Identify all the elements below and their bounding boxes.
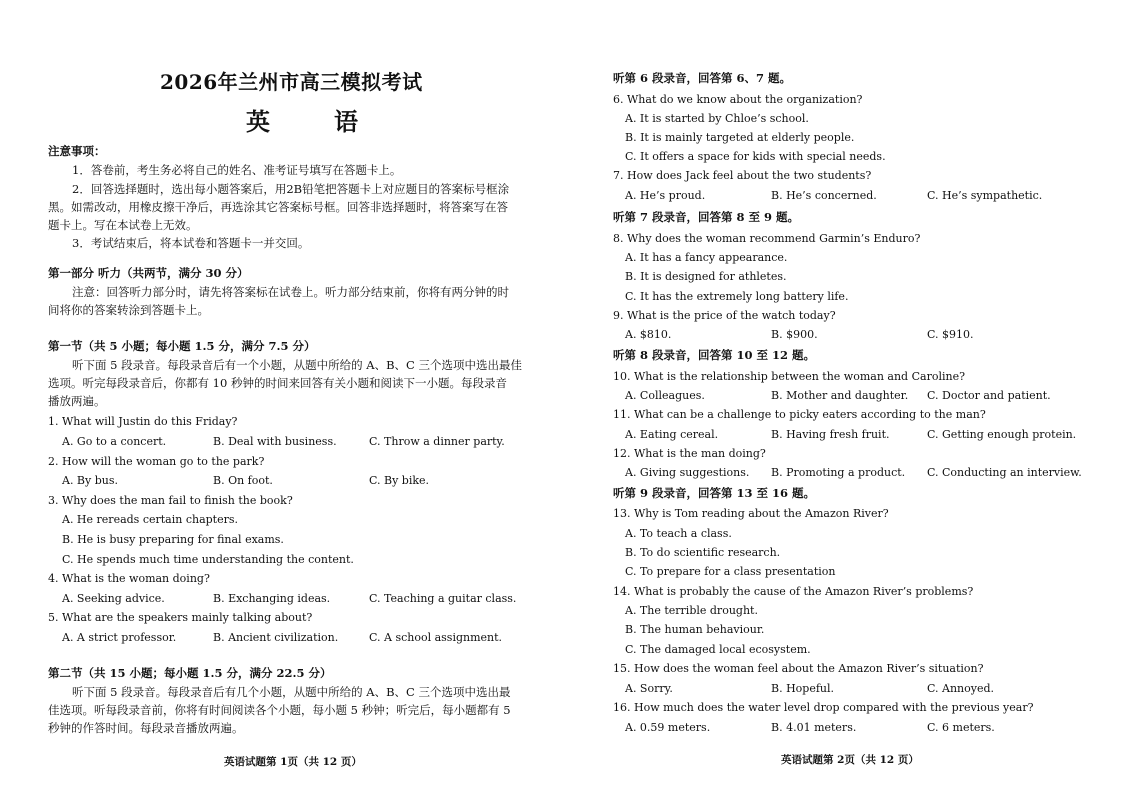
option-a: A. A strict professor. (62, 631, 177, 644)
option-b: B. It is mainly targeted at elderly people. (625, 131, 855, 144)
option-c: C. He’s sympathetic. (927, 189, 1043, 202)
option-c: C. $910. (927, 328, 974, 341)
option-c: C. Throw a dinner party. (369, 435, 505, 448)
option-b: B. Exchanging ideas. (213, 592, 331, 605)
option-a: A. He’s proud. (625, 189, 706, 202)
option-a: A. Giving suggestions. (625, 466, 750, 479)
question-stem: 15. How does the woman feel about the Amazon River’s situation? (613, 662, 984, 675)
question-stem: 14. What is probably the cause of the Amazon River’s problems? (613, 585, 974, 598)
page-footer: 英语试题第 2页（共 12 页） (781, 754, 919, 766)
option-b: B. He’s concerned. (771, 189, 877, 202)
option-c: C. Getting enough protein. (927, 428, 1077, 441)
notice-heading: 注意事项： (48, 144, 106, 158)
option-a: A. 0.59 meters. (625, 721, 711, 734)
question-stem: 16. How much does the water level drop compared with the previous year? (613, 701, 1034, 714)
option-a: A. To teach a class. (625, 527, 732, 540)
option-a: A. It has a fancy appearance. (625, 251, 788, 264)
option-a: A. By bus. (62, 474, 118, 487)
option-b: B. 4.01 meters. (771, 721, 857, 734)
section2-instruction: 听下面 5 段录音。每段录音后有几个小题，从题中所给的 A、B、C 三个选项中选出最 (72, 685, 511, 699)
option-b: B. Hopeful. (771, 682, 835, 695)
question-stem: 2. How will the woman go to the park? (48, 455, 265, 468)
option-a: A. Colleagues. (625, 389, 705, 402)
option-b: B. It is designed for athletes. (625, 270, 787, 283)
option-b: B. The human behaviour. (625, 623, 765, 636)
option-b: B. Mother and daughter. (771, 389, 909, 402)
question-stem: 5. What are the speakers mainly talking about? (48, 611, 313, 624)
question-stem: 13. Why is Tom reading about the Amazon River? (613, 507, 889, 520)
audio-intro: 听第 9 段录音，回答第 13 至 16 题。 (613, 486, 816, 500)
option-b: B. Promoting a product. (771, 466, 906, 479)
question-stem: 10. What is the relationship between the woman and Caroline? (613, 370, 965, 383)
option-b: B. Having fresh fruit. (771, 428, 890, 441)
option-b: B. $900. (771, 328, 818, 341)
part1-note: 间将你的答案转涂到答题卡上。 (48, 303, 209, 317)
question-stem: 8. Why does the woman recommend Garmin’s Enduro? (613, 232, 921, 245)
option-c: C. Annoyed. (927, 682, 995, 695)
question-stem: 7. How does Jack feel about the two students? (613, 169, 872, 182)
question-stem: 3. Why does the man fail to finish the book? (48, 494, 293, 507)
notice-line: 3．考试结束后，将本试卷和答题卡一并交回。 (72, 236, 310, 250)
option-b: B. To do scientific research. (625, 546, 781, 559)
option-a: A. The terrible drought. (625, 604, 758, 617)
option-a: A. Seeking advice. (62, 592, 165, 605)
subject-title: 英 语 (246, 107, 378, 136)
section2-instruction: 秒钟的作答时间。每段录音播放两遍。 (48, 721, 244, 735)
question-stem: 4. What is the woman doing? (48, 572, 210, 585)
option-c: C. 6 meters. (927, 721, 995, 734)
notice-line: 题卡上。写在本试卷上无效。 (48, 218, 198, 232)
audio-intro: 听第 8 段录音，回答第 10 至 12 题。 (613, 348, 816, 362)
section1-instruction: 播放两遍。 (48, 394, 106, 408)
section1-instruction: 听下面 5 段录音。每段录音后有一个小题，从题中所给的 A、B、C 三个选项中选出最佳 (72, 358, 522, 372)
part1-note: 注意：回答听力部分时，请先将答案标在试卷上。听力部分结束前，你将有两分钟的时 (72, 285, 509, 299)
option-a: A. He rereads certain chapters. (62, 513, 238, 526)
option-c: C. By bike. (369, 474, 430, 487)
option-c: C. Teaching a guitar class. (369, 592, 517, 605)
option-a: A. Eating cereal. (625, 428, 719, 441)
option-b: B. Deal with business. (213, 435, 337, 448)
section2-instruction: 佳选项。听每段录音前，你将有时间阅读各个小题，每小题 5 秒钟；听完后，每小题都有 5 (48, 703, 511, 717)
section2-heading: 第二节（共 15 小题；每小题 1.5 分，满分 22.5 分） (48, 666, 332, 680)
page-footer: 英语试题第 1页（共 12 页） (224, 756, 362, 768)
exam-title: 2026年兰州市高三模拟考试 (160, 70, 423, 94)
audio-intro: 听第 6 段录音，回答第 6、7 题。 (613, 71, 792, 85)
option-c: C. Doctor and patient. (927, 389, 1051, 402)
option-a: A. It is started by Chloe’s school. (625, 112, 809, 125)
option-c: C. It has the extremely long battery life. (625, 290, 849, 303)
question-stem: 9. What is the price of the watch today? (613, 309, 836, 322)
question-stem: 1. What will Justin do this Friday? (48, 415, 238, 428)
section1-heading: 第一节（共 5 小题；每小题 1.5 分，满分 7.5 分） (48, 339, 316, 353)
option-c: C. He spends much time understanding the content. (62, 553, 354, 566)
notice-line: 1．答卷前，考生务必将自己的姓名、准考证号填写在答题卡上。 (72, 163, 402, 177)
part1-heading: 第一部分 听力（共两节，满分 30 分） (48, 266, 249, 280)
option-c: C. It offers a space for kids with special needs. (625, 150, 886, 163)
question-stem: 11. What can be a challenge to picky eaters according to the man? (613, 408, 986, 421)
option-a: A. Go to a concert. (62, 435, 167, 448)
option-b: B. On foot. (213, 474, 273, 487)
option-b: B. Ancient civilization. (213, 631, 339, 644)
option-a: A. Sorry. (625, 682, 673, 695)
option-a: A. $810. (625, 328, 672, 341)
option-c: C. To prepare for a class presentation (625, 565, 836, 578)
option-c: C. Conducting an interview. (927, 466, 1082, 479)
audio-intro: 听第 7 段录音，回答第 8 至 9 题。 (613, 210, 800, 224)
notice-line: 2．回答选择题时，选出每小题答案后，用2B铅笔把答题卡上对应题目的答案标号框涂 (72, 182, 510, 196)
option-c: C. The damaged local ecosystem. (625, 643, 811, 656)
notice-line: 黑。如需改动，用橡皮擦干净后，再选涂其它答案标号框。回答非选择题时，将答案写在答 (48, 200, 508, 214)
option-c: C. A school assignment. (369, 631, 503, 644)
section1-instruction: 选项。听完每段录音后，你都有 10 秒钟的时间来回答有关小题和阅读下一小题。每段录音 (48, 376, 507, 390)
question-stem: 12. What is the man doing? (613, 447, 766, 460)
option-b: B. He is busy preparing for final exams. (62, 533, 284, 546)
question-stem: 6. What do we know about the organization? (613, 93, 863, 106)
